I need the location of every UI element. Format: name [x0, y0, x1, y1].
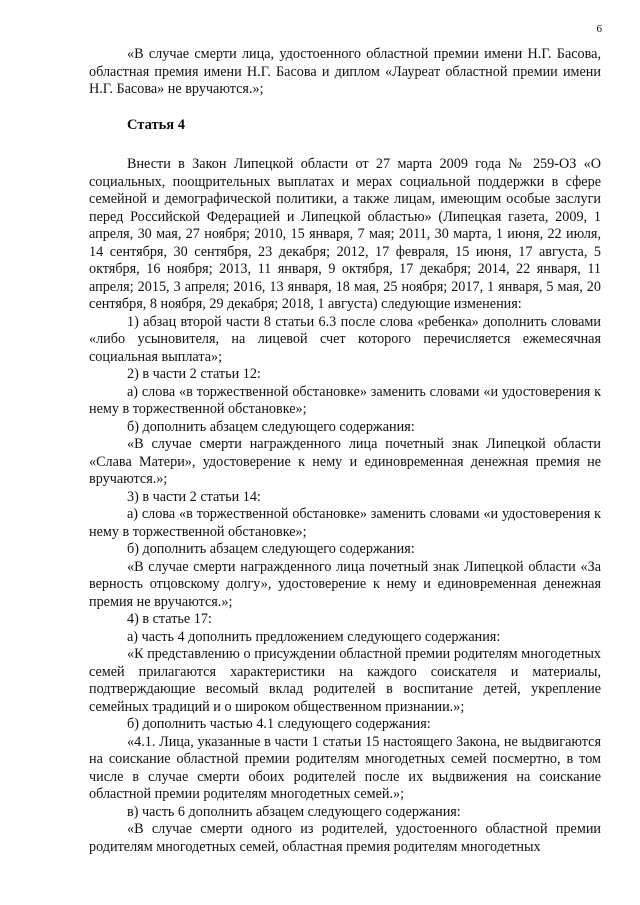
paragraph-item-3b: б) дополнить абзацем следующего содержания: — [127, 541, 415, 557]
paragraph-item-1: 1) абзац второй части 8 статьи 6.3 после слова «ребенка» дополнить словами «либо усыновителя, на лицевой счет которого перечисляется ежемесячная социальная выплата»; — [89, 313, 601, 365]
paragraph-item-2a: а) слова «в торжественной обстановке» заменить словами «и удостоверения к нему в торжественной обстановке»; — [89, 383, 601, 417]
paragraph-item-4: 4) в статье 17: — [127, 611, 212, 627]
paragraph-quote-slava-materi: «В случае смерти награжденного лица почетный знак Липецкой области «Слава Матери», удостоверение к нему и единовременная денежная премия не вручаются.»; — [89, 436, 601, 487]
paragraph-quote-smert-roditelya: «В случае смерти одного из родителей, удостоенного областной премии родителям многодетных семей, областная премия родителям многодетных — [89, 821, 601, 855]
paragraph-quote-part-4-1: «4.1. Лица, указанные в части 1 статьи 15 настоящего Закона, не выдвигаются на соискание областной премии родителям многодетных семей посмертно, в том числе в случае смерти обоих родителей после их выдвижения на соискание областной премии родителям многодетных семей.»; — [89, 733, 601, 802]
intro-paragraph: «В случае смерти лица, удостоенного областной премии имени Н.Г. Басова, областная премия имени Н.Г. Басова и диплом «Лауреат областной премии имени Н.Г. Басова» не вручаются.»; — [89, 46, 601, 97]
paragraph-item-4a: а) часть 4 дополнить предложением следующего содержания: — [127, 628, 501, 645]
paragraph-item-3a: а) слова «в торжественной обстановке» заменить словами «и удостоверения к нему в торжественной обстановке»; — [89, 506, 601, 540]
page-number: 6 — [596, 23, 602, 35]
paragraph-item-2b: б) дополнить абзацем следующего содержания: — [127, 418, 415, 435]
paragraph-item-2: 2) в части 2 статьи 12: — [127, 366, 261, 382]
paragraph-amendment-intro: Внести в Закон Липецкой области от 27 марта 2009 года № 259-ОЗ «О социальных, поощрительных выплатах и мерах социальной поддержки в сфере семейной и демографической политики, а также лицам, имеющим особые заслуги перед Российской Федерацией и Липецкой областью» (Липецкая газета, 2009, 1 апреля, 30 мая, 27 ноября; 2010, 15 января, 7 мая; 2011, 30 марта, 1 июня, 22 июля, 14 сентября, 30 сентября, 23 декабря; 2012, 17 февраля, 15 июня, 17 августа, 5 октября, 16 ноября; 2013, 11 января, 9 октября, 17 декабря; 2014, 22 января, 11 апреля; 2015, 3 апреля; 2016, 13 января, 18 мая, 25 ноября; 2017, 1 января, 5 мая, 20 сентября, 8 ноября, 29 декабря; 2018, 1 августа) следующие изменения: — [89, 156, 601, 312]
paragraph-quote-predstavlenie: «К представлению о присуждении областной премии родителям многодетных семей прилагаются характеристики на каждого соискателя и материалы, подтверждающие весомый вклад родителей в воспитание детей, укрепление семейных традиций и о широком общественном признании.»; — [89, 646, 601, 715]
paragraph-quote-otcovskomu-dolgu: «В случае смерти награжденного лица почетный знак Липецкой области «За верность отцовскому долгу», удостоверение к нему и единовременная денежная премия не вручаются.»; — [89, 558, 601, 610]
paragraph-item-4b: б) дополнить частью 4.1 следующего содержания: — [127, 716, 431, 732]
document-body — [89, 46, 601, 856]
article-heading: Статья 4 — [127, 116, 185, 133]
paragraph-item-3: 3) в части 2 статьи 14: — [127, 488, 261, 505]
paragraph-item-4v: в) часть 6 дополнить абзацем следующего содержания: — [127, 803, 461, 820]
